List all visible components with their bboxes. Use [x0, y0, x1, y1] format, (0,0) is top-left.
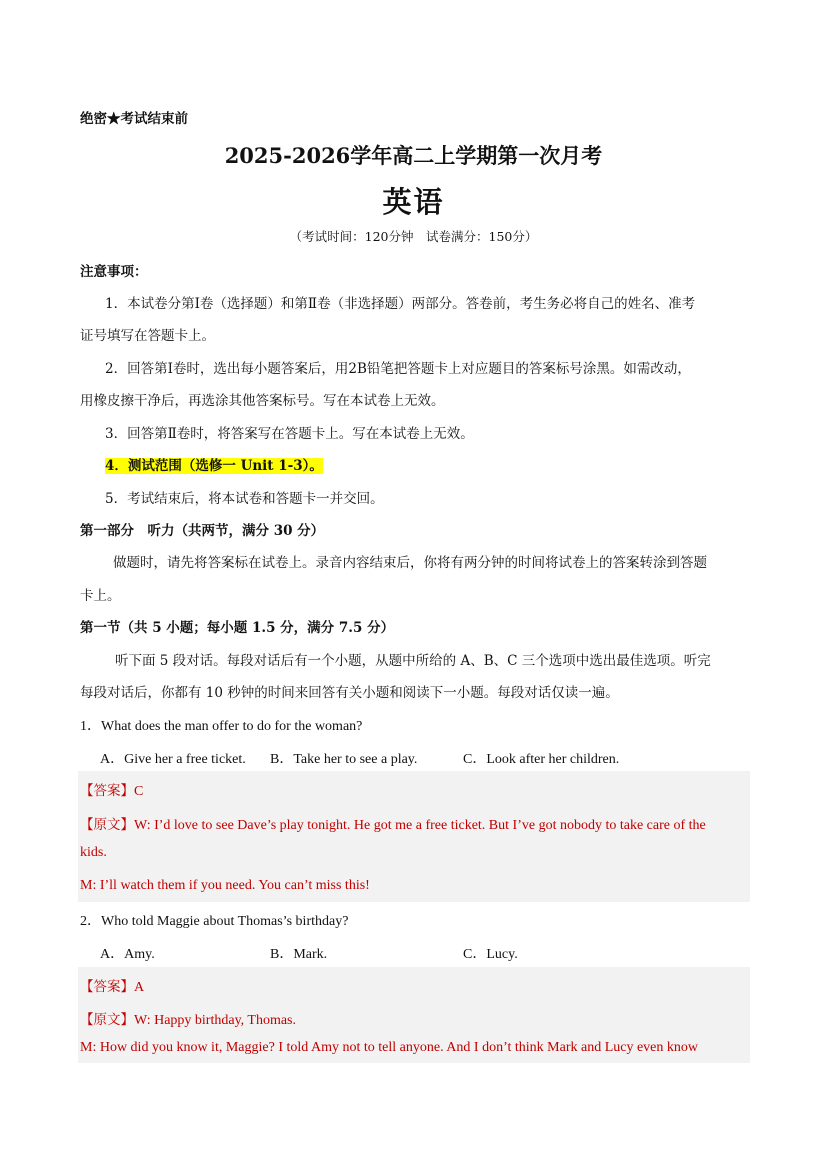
exam-title: 2025-2026学年高二上学期第一次月考 — [224, 143, 603, 168]
transcript-label: 【原文】 — [80, 1012, 134, 1028]
question-2-transcript-line-2: M: How did you know it, Maggie? I told Amy not to tell anyone. And I don’t think Mark and Lucy even know — [80, 1040, 698, 1055]
question-2-option-a: A．Amy. — [100, 947, 155, 962]
note-item-2-line-1: 2．回答第Ⅰ卷时，选出每小题答案后，用2B铅笔把答题卡上对应题目的答案标号涂黑。如需改动， — [105, 361, 691, 377]
section1-heading: 第一节（共 5 小题；每小题 1.5 分，满分 7.5 分） — [80, 620, 395, 636]
note-item-5: 5．考试结束后，将本试卷和答题卡一并交回。 — [105, 491, 384, 507]
answer-label: 【答案】 — [80, 979, 134, 995]
note-item-3: 3．回答第Ⅱ卷时，将答案写在答题卡上。写在本试卷上无效。 — [105, 426, 474, 442]
question-2-option-c: C．Lucy. — [463, 947, 518, 962]
question-2-stem: 2．Who told Maggie about Thomas’s birthday? — [80, 914, 349, 929]
question-1-transcript-line-1 — [80, 813, 706, 834]
question-1-option-a: A．Give her a free ticket. — [100, 752, 246, 767]
section1-intro-line-2: 每段对话后，你都有 10 秒钟的时间来回答有关小题和阅读下一小题。每段对话仅读一遍。 — [80, 685, 619, 701]
transcript-text: W: I’d love to see Dave’s play tonight. He got me a free ticket. But I’ve got nobody to take care of the — [134, 818, 706, 833]
note-item-4-highlight: 4．测试范围（选修一 Unit 1-3）。 — [105, 458, 323, 474]
question-1-stem: 1．What does the man offer to do for the woman? — [80, 719, 363, 734]
section1-intro-line-1: 听下面 5 段对话。每段对话后有一个小题，从题中所给的 A、B、C 三个选项中选出最佳选项。听完 — [115, 653, 711, 669]
subject-title: 英语 — [382, 185, 445, 219]
question-1-option-c: C．Look after her children. — [463, 752, 620, 767]
note-item-2-line-2: 用橡皮擦干净后，再选涂其他答案标号。写在本试卷上无效。 — [80, 393, 445, 409]
transcript-text: W: Happy birthday, Thomas. — [134, 1013, 297, 1028]
answer-label: 【答案】 — [80, 783, 134, 799]
question-2-transcript-line-1 — [80, 1008, 296, 1029]
question-1-answer — [80, 779, 143, 800]
question-2-answer — [80, 975, 144, 996]
question-2-option-b: B．Mark. — [270, 947, 328, 962]
question-1-transcript-line-2: kids. — [80, 845, 107, 860]
transcript-label: 【原文】 — [80, 817, 134, 833]
note-item-1-line-1: 1．本试卷分第Ⅰ卷（选择题）和第Ⅱ卷（非选择题）两部分。答卷前，考生务必将自己的姓名、准考 — [105, 296, 696, 312]
confidential-label: 绝密★考试结束前 — [80, 111, 188, 127]
question-1-option-b: B．Take her to see a play. — [270, 752, 418, 767]
note-item-1-line-2: 证号填写在答题卡上。 — [80, 328, 215, 344]
question-1-transcript-line-3: M: I’ll watch them if you need. You can’t miss this! — [80, 878, 370, 893]
part1-heading: 第一部分 听力（共两节，满分 30 分） — [80, 523, 325, 539]
answer-value: A — [134, 980, 145, 995]
answer-value: C — [134, 784, 144, 799]
part1-intro-line-2: 卡上。 — [80, 588, 121, 604]
part1-intro-line-1: 做题时，请先将答案标在试卷上。录音内容结束后，你将有两分钟的时间将试卷上的答案转涂到答题 — [113, 555, 707, 571]
notes-heading: 注意事项： — [80, 264, 148, 280]
time-info: （考试时间：120分钟 试卷满分：150分） — [289, 229, 538, 244]
